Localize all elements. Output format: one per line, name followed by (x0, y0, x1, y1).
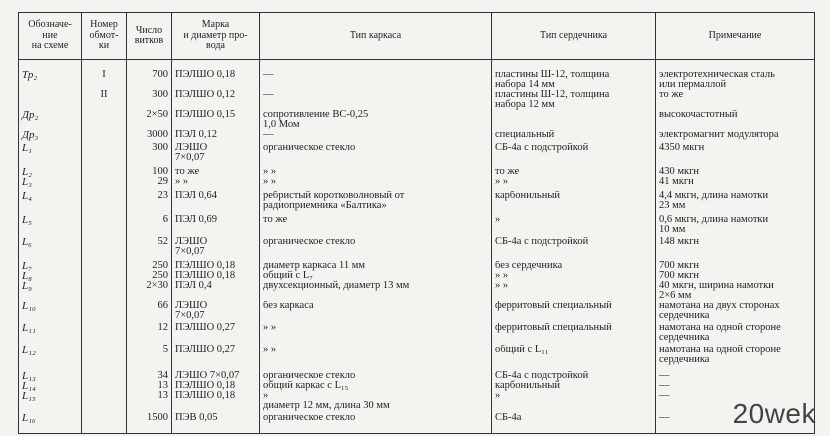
cell-designation: L₁ (19, 143, 82, 167)
cell-note: — — — (656, 371, 815, 413)
cell-note: высокочастотный (656, 110, 815, 130)
cell-wire: ЛЭШО 7×0,07 (172, 143, 260, 167)
cell-turns: 52 (127, 237, 172, 261)
cell-winding-number (82, 237, 127, 261)
header-note: Примечание (656, 13, 815, 60)
table-row (19, 371, 815, 413)
cell-core-type: СБ-4а (492, 413, 656, 433)
cell-winding-number (82, 301, 127, 323)
table-row (19, 413, 815, 433)
cell-core-type: СБ-4а с подстройкой карбонильный » (492, 371, 656, 413)
cell-frame-type: » » (260, 323, 492, 345)
table-row (19, 60, 815, 91)
cell-turns: 34 13 13 (127, 371, 172, 413)
table-row (19, 143, 815, 167)
table-row (19, 130, 815, 143)
table-row (19, 191, 815, 215)
cell-designation (19, 90, 82, 110)
cell-designation: Тр₂ (19, 60, 82, 91)
cell-core-type: то же » » (492, 167, 656, 191)
cell-core-type: специальный (492, 130, 656, 143)
cell-note: — (656, 413, 815, 433)
cell-core-type: СБ-4а с подстройкой (492, 237, 656, 261)
cell-core-type: карбонильный (492, 191, 656, 215)
cell-core-type: ферритовый специальный (492, 323, 656, 345)
cell-core-type: без сердечника » » » » (492, 261, 656, 301)
cell-turns: 6 (127, 215, 172, 237)
cell-turns: 3000 (127, 130, 172, 143)
cell-winding-number (82, 413, 127, 433)
table-row (19, 215, 815, 237)
cell-wire: ПЭЛШО 0,27 (172, 323, 260, 345)
cell-wire: ПЭЛ 0,12 (172, 130, 260, 143)
cell-turns: 300 (127, 143, 172, 167)
cell-frame-type: сопротивление ВС-0,25 1,0 Мом (260, 110, 492, 130)
cell-designation: L₆ (19, 237, 82, 261)
cell-frame-type: — (260, 130, 492, 143)
cell-frame-type: — (260, 60, 492, 91)
cell-wire: ПЭЛШО 0,27 (172, 345, 260, 371)
table-row (19, 90, 815, 110)
cell-winding-number: II (82, 90, 127, 110)
cell-core-type: пластины Ш-12, толщина набора 14 мм (492, 60, 656, 91)
cell-note: 700 мкгн 700 мкгн 40 мкгн, ширина намотки 2×6 мм (656, 261, 815, 301)
cell-note: электромагнит модулятора (656, 130, 815, 143)
cell-note: электротехническая сталь или пермаллой (656, 60, 815, 91)
table-row (19, 323, 815, 345)
cell-wire: ПЭЛ 0,69 (172, 215, 260, 237)
cell-note: намотана на двух сторонах сердечника (656, 301, 815, 323)
cell-wire: ПЭЛШО 0,15 (172, 110, 260, 130)
cell-winding-number (82, 215, 127, 237)
cell-core-type: пластины Ш-12, толщина набора 12 мм (492, 90, 656, 110)
cell-designation: L₂ L₃ (19, 167, 82, 191)
cell-note: 4350 мкгн (656, 143, 815, 167)
cell-note: 0,6 мкгн, длина намотки 10 мм (656, 215, 815, 237)
cell-core-type (492, 110, 656, 130)
cell-core-type: СБ-4а с подстройкой (492, 143, 656, 167)
cell-designation: L₄ (19, 191, 82, 215)
table-row (19, 301, 815, 323)
cell-frame-type: диаметр каркаса 11 мм общий с L₇ двухсекционный, диаметр 13 мм (260, 261, 492, 301)
cell-turns: 2×50 (127, 110, 172, 130)
cell-frame-type: ребристый коротковолновый от радиоприемника «Балтика» (260, 191, 492, 215)
table-row (19, 345, 815, 371)
cell-turns: 66 (127, 301, 172, 323)
cell-designation: L₇ L₈ L₉ (19, 261, 82, 301)
cell-winding-number (82, 345, 127, 371)
cell-designation: L₁₀ (19, 301, 82, 323)
cell-winding-number (82, 110, 127, 130)
cell-winding-number (82, 191, 127, 215)
cell-winding-number (82, 371, 127, 413)
cell-note: намотана на одной стороне сердечника (656, 345, 815, 371)
cell-note: 4,4 мкгн, длина намотки 23 мм (656, 191, 815, 215)
header-wire: Марка и диаметр про- вода (172, 13, 260, 60)
cell-winding-number: I (82, 60, 127, 91)
cell-winding-number (82, 143, 127, 167)
cell-frame-type: то же (260, 215, 492, 237)
cell-turns: 100 29 (127, 167, 172, 191)
cell-turns: 5 (127, 345, 172, 371)
cell-wire: ЛЭШО 7×0,07 ПЭЛШО 0,18 ПЭЛШО 0,18 (172, 371, 260, 413)
cell-designation: L₁₃ L₁₄ L₁₅ (19, 371, 82, 413)
header-core-type: Тип сердечника (492, 13, 656, 60)
cell-designation: Др₂ (19, 110, 82, 130)
header-winding-number: Номер обмот- ки (82, 13, 127, 60)
cell-core-type: общий с L₁₁ (492, 345, 656, 371)
cell-winding-number (82, 167, 127, 191)
cell-wire: ЛЭШО 7×0,07 (172, 301, 260, 323)
cell-designation: Др₃ (19, 130, 82, 143)
table-row (19, 167, 815, 191)
cell-designation: L₁₂ (19, 345, 82, 371)
cell-core-type: ферритовый специальный (492, 301, 656, 323)
cell-wire: ПЭЛ 0,64 (172, 191, 260, 215)
cell-note: 148 мкгн (656, 237, 815, 261)
cell-winding-number (82, 130, 127, 143)
cell-note: 430 мкгн 41 мкгн (656, 167, 815, 191)
cell-turns: 250 250 2×30 (127, 261, 172, 301)
cell-wire: то же » » (172, 167, 260, 191)
cell-turns: 23 (127, 191, 172, 215)
cell-frame-type: органическое стекло (260, 413, 492, 433)
cell-wire: ПЭЛШО 0,12 (172, 90, 260, 110)
cell-turns: 700 (127, 60, 172, 91)
table-body (19, 60, 815, 434)
table-row (19, 261, 815, 301)
cell-wire: ЛЭШО 7×0,07 (172, 237, 260, 261)
cell-wire: ПЭЛШО 0,18 (172, 60, 260, 91)
cell-designation: L₁₁ (19, 323, 82, 345)
cell-wire: ПЭВ 0,05 (172, 413, 260, 433)
header-turns: Число витков (127, 13, 172, 60)
cell-frame-type: органическое стекло (260, 237, 492, 261)
cell-winding-number (82, 323, 127, 345)
cell-turns: 1500 (127, 413, 172, 433)
cell-winding-number (82, 261, 127, 301)
table-row (19, 237, 815, 261)
header-designation: Обозначе- ние на схеме (19, 13, 82, 60)
cell-wire: ПЭЛШО 0,18 ПЭЛШО 0,18 ПЭЛ 0,4 (172, 261, 260, 301)
cell-note: то же (656, 90, 815, 110)
cell-frame-type: без каркаса (260, 301, 492, 323)
table-header-row (19, 13, 815, 60)
cell-frame-type: органическое стекло общий каркас с L₁₅ » диаметр 12 мм, длина 30 мм (260, 371, 492, 413)
header-frame-type: Тип каркаса (260, 13, 492, 60)
cell-turns: 300 (127, 90, 172, 110)
cell-turns: 12 (127, 323, 172, 345)
winding-data-table (18, 12, 815, 434)
table-row (19, 110, 815, 130)
cell-designation: L₅ (19, 215, 82, 237)
cell-frame-type: — (260, 90, 492, 110)
cell-note: намотана на одной стороне сердечника (656, 323, 815, 345)
cell-frame-type: » » » » (260, 167, 492, 191)
watermark-text: 20wek (732, 398, 816, 429)
cell-core-type: » (492, 215, 656, 237)
cell-designation: L₁₆ (19, 413, 82, 433)
cell-frame-type: » » (260, 345, 492, 371)
cell-frame-type: органическое стекло (260, 143, 492, 167)
